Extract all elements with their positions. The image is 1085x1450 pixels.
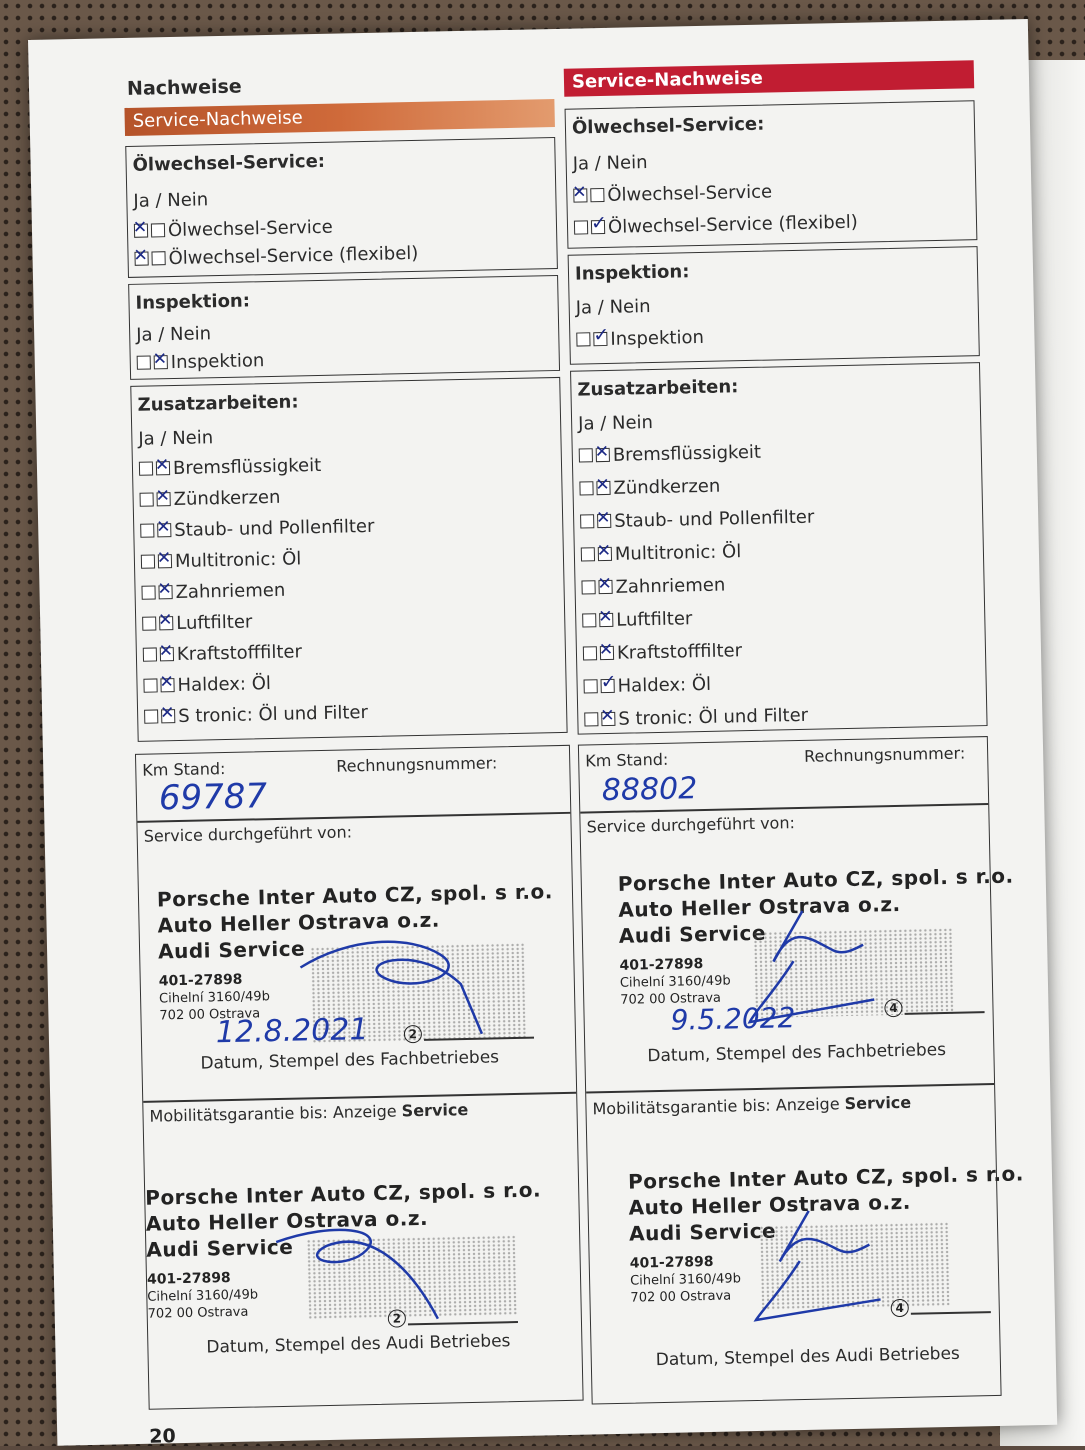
left-inspection-title: Inspektion: xyxy=(135,290,251,314)
checkbox-ja[interactable] xyxy=(574,220,588,234)
left-extra-item: ✕Luftfilter xyxy=(142,611,252,634)
checkbox-ja[interactable] xyxy=(579,481,593,495)
left-service-by: Service durchgeführt von: xyxy=(143,822,353,846)
left-extra-item: ✕Kraftstofffilter xyxy=(143,641,302,665)
right-extra-item: ✕Staub- und Pollenfilter xyxy=(580,507,814,533)
checkbox-nein[interactable] xyxy=(156,461,170,475)
checkbox-nein[interactable] xyxy=(157,492,171,506)
left-extra-item: ✕Zahnriemen xyxy=(141,580,285,604)
right-caption-date: Datum, Stempel des Fachbetriebes xyxy=(647,1039,947,1067)
right-oil-box xyxy=(565,100,978,249)
checkbox-ja[interactable] xyxy=(580,514,594,528)
left-banner: Service-Nachweise xyxy=(124,99,554,136)
right-inspection-title: Inspektion: xyxy=(574,261,690,285)
left-audi-signature xyxy=(236,1217,498,1332)
left-caption-audi: Datum, Stempel des Audi Betriebes xyxy=(206,1331,511,1358)
checkbox-ja[interactable] xyxy=(142,616,156,630)
left-extra-item: ✕Zündkerzen xyxy=(139,487,280,511)
left-extra-title: Zusatzarbeiten: xyxy=(137,391,299,416)
right-date: 9.5.2022 xyxy=(670,1001,796,1037)
checkbox-ja[interactable] xyxy=(583,646,597,660)
left-invoice-label: Rechnungsnummer: xyxy=(336,753,498,776)
checkbox-nein[interactable] xyxy=(590,188,604,202)
checkbox-ja[interactable] xyxy=(140,523,154,537)
checkbox-ja[interactable] xyxy=(139,461,153,475)
right-oil-item-1: ✕Ölwechsel-Service xyxy=(573,181,772,206)
right-extra-box xyxy=(570,362,988,735)
checkbox-nein[interactable] xyxy=(591,220,605,234)
left-km-value: 69787 xyxy=(158,776,268,819)
checkbox-nein[interactable] xyxy=(151,223,165,237)
left-inspection-item: ✕Inspektion xyxy=(137,350,265,374)
checkbox-ja[interactable] xyxy=(134,224,148,238)
checkbox-ja[interactable] xyxy=(134,252,148,266)
signature-line xyxy=(911,1311,991,1314)
right-invoice-label: Rechnungsnummer: xyxy=(803,743,966,766)
right-service-record xyxy=(578,736,1025,1404)
right-extra-item: ✕Luftfilter xyxy=(582,608,692,631)
left-km-label: Km Stand: xyxy=(142,759,226,780)
right-dealer-stamp: Porsche Inter Auto CZ, spol. s r.o. Auto Heller Ostrava o.z. Audi Service 401-27898 Cihelní 3160/49b 702 00 Ostrava xyxy=(617,863,1014,1008)
checkbox-ja[interactable] xyxy=(579,448,593,462)
right-inspection-janein: Ja / Nein xyxy=(575,296,651,319)
left-extra-box xyxy=(130,377,567,742)
right-extra-item: ✕Multitronic: Öl xyxy=(581,541,742,565)
divider xyxy=(586,1083,994,1093)
checkbox-ja[interactable] xyxy=(137,356,151,370)
left-extra-item: ✕Multitronic: Öl xyxy=(141,548,302,572)
left-oil-item-1: ✕Ölwechsel-Service xyxy=(134,217,333,242)
left-caption-date: Datum, Stempel des Fachbetriebes xyxy=(200,1047,500,1074)
checkbox-nein[interactable] xyxy=(154,355,168,369)
left-extra-item: ✕S tronic: Öl und Filter xyxy=(144,702,368,728)
checkbox-ja[interactable] xyxy=(141,585,155,599)
left-oil-item-2: ✕Ölwechsel-Service (flexibel) xyxy=(134,243,418,270)
checkbox-ja[interactable] xyxy=(581,580,595,594)
checkbox-ja[interactable] xyxy=(141,554,155,568)
right-service-by: Service durchgeführt von: xyxy=(586,813,796,837)
right-inspection-box xyxy=(568,246,980,365)
right-extra-item: ✕Zündkerzen xyxy=(579,476,720,500)
checkbox-ja[interactable] xyxy=(573,188,587,202)
right-oil-item-2: ✓Ölwechsel-Service (flexibel) xyxy=(574,212,858,239)
checkbox-nein[interactable] xyxy=(599,613,613,627)
page-title: Nachweise xyxy=(126,75,242,100)
checkbox-nein[interactable] xyxy=(160,678,174,692)
checkbox-nein[interactable] xyxy=(159,616,173,630)
checkbox-nein[interactable] xyxy=(596,448,610,462)
left-extra-item: ✕Staub- und Pollenfilter xyxy=(140,516,374,542)
checkbox-nein[interactable] xyxy=(158,554,172,568)
right-extra-item: ✕S tronic: Öl und Filter xyxy=(584,705,808,731)
checkbox-ja[interactable] xyxy=(144,709,158,723)
right-oil-title: Ölwechsel-Service: xyxy=(571,113,765,139)
checkbox-nein[interactable] xyxy=(598,547,612,561)
right-extra-title: Zusatzarbeiten: xyxy=(577,376,739,401)
left-mobility: Mobilitätsgarantie bis: Anzeige Service xyxy=(149,1100,469,1126)
checkbox-nein[interactable] xyxy=(596,481,610,495)
right-oil-janein: Ja / Nein xyxy=(572,152,648,175)
checkbox-nein[interactable] xyxy=(161,709,175,723)
right-inspection-item: ✓Inspektion xyxy=(576,327,704,351)
left-inspection-janein: Ja / Nein xyxy=(135,323,212,346)
checkbox-ja[interactable] xyxy=(582,613,596,627)
checkbox-ja[interactable] xyxy=(140,492,154,506)
left-inspection-box xyxy=(128,275,560,380)
right-extra-item: ✕Bremsflüssigkeit xyxy=(579,442,762,467)
checkbox-ja[interactable] xyxy=(581,547,595,561)
right-extra-item: ✓Haldex: Öl xyxy=(583,674,711,698)
checkbox-nein[interactable] xyxy=(598,580,612,594)
page-number: 20 xyxy=(149,1425,176,1448)
left-oil-box xyxy=(125,137,558,278)
left-extra-item: ✕Bremsflüssigkeit xyxy=(139,455,322,480)
checkbox-nein[interactable] xyxy=(601,712,615,726)
checkbox-nein[interactable] xyxy=(151,251,165,265)
checkbox-ja[interactable] xyxy=(143,647,157,661)
left-oil-janein: Ja / Nein xyxy=(133,189,209,212)
checkbox-ja[interactable] xyxy=(584,679,598,693)
right-mobility: Mobilitätsgarantie bis: Anzeige Service xyxy=(592,1092,912,1119)
checkbox-ja[interactable] xyxy=(143,678,157,692)
right-km-label: Km Stand: xyxy=(585,749,669,771)
left-oil-title: Ölwechsel-Service: xyxy=(132,150,326,176)
checkbox-nein[interactable] xyxy=(600,646,614,660)
right-caption-audi: Datum, Stempel des Audi Betriebes xyxy=(655,1343,961,1371)
left-extra-item: ✕Haldex: Öl xyxy=(143,673,271,697)
right-extra-janein: Ja / Nein xyxy=(577,411,654,435)
booklet-page xyxy=(28,19,1057,1446)
checkbox-nein[interactable] xyxy=(597,514,611,528)
right-extra-item: ✕Kraftstofffilter xyxy=(583,640,742,664)
left-date: 12.8.2021 xyxy=(215,1012,369,1051)
circle-number: 2 xyxy=(388,1309,406,1327)
left-extra-janein: Ja / Nein xyxy=(138,427,214,450)
checkbox-nein[interactable] xyxy=(158,585,172,599)
circle-number: 4 xyxy=(891,1299,909,1317)
checkbox-nein[interactable] xyxy=(593,332,607,346)
checkbox-ja[interactable] xyxy=(576,332,590,346)
right-banner: Service-Nachweise xyxy=(564,60,974,97)
right-extra-item: ✕Zahnriemen xyxy=(581,575,725,599)
left-service-record xyxy=(135,745,584,1410)
right-km-value: 88802 xyxy=(601,771,698,809)
divider xyxy=(143,1092,576,1103)
checkbox-nein[interactable] xyxy=(160,647,174,661)
checkbox-nein[interactable] xyxy=(601,679,615,693)
checkbox-nein[interactable] xyxy=(157,523,171,537)
right-audi-stamp: Porsche Inter Auto CZ, spol. s r.o. Auto Heller Ostrava o.z. Audi Service 401-27898 Cihelní 3160/49b 702 00 Ostrava xyxy=(627,1161,1025,1306)
circle-number: 2 xyxy=(404,1025,422,1043)
checkbox-ja[interactable] xyxy=(584,712,598,726)
circle-number: 4 xyxy=(884,999,902,1017)
left-audi-stamp: Porsche Inter Auto CZ, spol. s r.o. Auto Heller Ostrava o.z. Audi Service 401-27898 Cihelní 3160/49b 702 00 Ostrava xyxy=(145,1177,542,1322)
left-dealer-stamp: Porsche Inter Auto CZ, spol. s r.o. Auto Heller Ostrava o.z. Audi Service 401-27898 Cihelní 3160/49b 702 00 Ostrava xyxy=(156,879,554,1024)
